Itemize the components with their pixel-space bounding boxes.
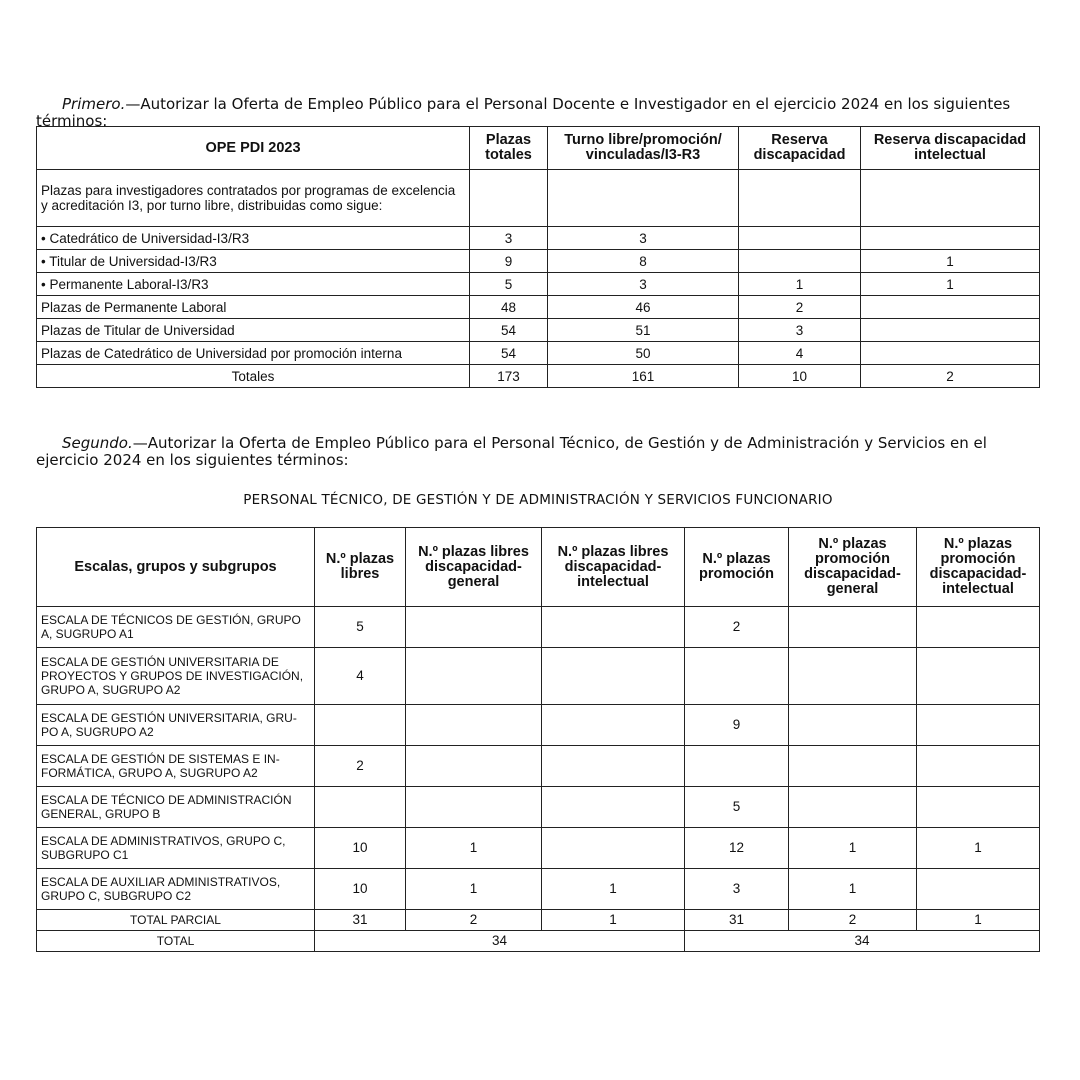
cell-value — [739, 170, 861, 227]
row-label: Plazas de Permanente Laboral — [37, 296, 470, 319]
cell-value: 51 — [548, 319, 739, 342]
cell-value: 3 — [470, 227, 548, 250]
table-title: PERSONAL TÉCNICO, DE GESTIÓN Y DE ADMINISTRACIÓN Y SERVICIOS FUNCIONARIO — [243, 492, 833, 508]
table-row — [37, 828, 1040, 869]
cell-value — [542, 607, 685, 648]
table-row — [37, 869, 1040, 910]
paragraph-text: —Autorizar la Oferta de Empleo Público para el Personal Técnico, de Gestión y de Administración y Servicios en el ejercicio 2024 en los siguientes términos: — [36, 434, 987, 469]
cell-value: 1 — [542, 869, 685, 910]
cell-value — [315, 705, 406, 746]
cell-value: 54 — [470, 319, 548, 342]
cell-value: 9 — [685, 705, 789, 746]
cell-value — [685, 648, 789, 705]
cell-value: 48 — [470, 296, 548, 319]
cell-value: 3 — [685, 869, 789, 910]
row-label: Plazas para investigadores contratados por programas de excelencia y acreditación I3, por turno libre, distribuidas como sigue: — [37, 170, 470, 227]
cell-value: 2 — [685, 607, 789, 648]
cell-value: 1 — [861, 273, 1040, 296]
cell-value — [542, 787, 685, 828]
table-ope-pdi — [36, 126, 1040, 388]
cell-value: 1 — [861, 250, 1040, 273]
paragraph-primero — [36, 96, 1040, 130]
table-row — [37, 273, 1040, 296]
cell-value — [739, 250, 861, 273]
cell-value — [406, 746, 542, 787]
table-row — [37, 705, 1040, 746]
cell-value — [470, 170, 548, 227]
cell-value — [917, 787, 1040, 828]
cell-value — [315, 787, 406, 828]
row-label: ESCALA DE TÉCNICO DE ADMINISTRACIÓN GENERAL, GRUPO B — [37, 787, 315, 828]
cell-value — [861, 170, 1040, 227]
row-label: ESCALA DE TÉCNICOS DE GESTIÓN, GRUPO A, SUGRUPO A1 — [37, 607, 315, 648]
cell-value: 31 — [685, 910, 789, 931]
cell-value — [406, 787, 542, 828]
cell-value — [789, 705, 917, 746]
cell-value — [789, 607, 917, 648]
table-total-row — [37, 931, 1040, 952]
cell-value — [917, 607, 1040, 648]
cell-value — [861, 319, 1040, 342]
total-promocion: 34 — [685, 931, 1040, 952]
table-header-cell: Escalas, grupos y subgrupos — [37, 528, 315, 607]
cell-value — [917, 705, 1040, 746]
cell-value — [789, 648, 917, 705]
cell-value — [861, 296, 1040, 319]
cell-value — [861, 342, 1040, 365]
cell-value — [406, 648, 542, 705]
cell-value: 2 — [861, 365, 1040, 388]
table-header-cell: N.º plazas libres discapacidad-general — [406, 528, 542, 607]
row-label: Plazas de Titular de Universidad — [37, 319, 470, 342]
table-row — [37, 250, 1040, 273]
row-label: Totales — [37, 365, 470, 388]
table-row — [37, 296, 1040, 319]
table-header-cell: N.º plazas promoción discapacidad-general — [789, 528, 917, 607]
table-header-cell: Plazas totales — [470, 127, 548, 170]
row-label: Plazas de Catedrático de Universidad por promoción interna — [37, 342, 470, 365]
table-total-row — [37, 365, 1040, 388]
cell-value: 3 — [739, 319, 861, 342]
cell-value — [542, 746, 685, 787]
table-row — [37, 746, 1040, 787]
cell-value: 5 — [685, 787, 789, 828]
row-label: • Permanente Laboral-I3/R3 — [37, 273, 470, 296]
row-label: ESCALA DE GESTIÓN UNIVERSITARIA DE PROYECTOS Y GRUPOS DE INVESTIGACIÓN, GRUPO A, SUGRUPO A2 — [37, 648, 315, 705]
table-header-cell: Turno libre/promoción/ vinculadas/I3-R3 — [548, 127, 739, 170]
cell-value: 2 — [739, 296, 861, 319]
cell-value: 1 — [789, 869, 917, 910]
cell-value — [685, 746, 789, 787]
cell-value — [917, 869, 1040, 910]
cell-value — [542, 648, 685, 705]
table-header-cell: N.º plazas libres discapacidad-intelectual — [542, 528, 685, 607]
paragraph-lead: Segundo. — [62, 434, 133, 452]
cell-value: 5 — [315, 607, 406, 648]
row-label: ESCALA DE GESTIÓN DE SISTEMAS E IN-FORMÁTICA, GRUPO A, SUGRUPO A2 — [37, 746, 315, 787]
cell-value: 10 — [739, 365, 861, 388]
table-ptgas — [36, 527, 1040, 952]
cell-value — [917, 648, 1040, 705]
cell-value — [789, 787, 917, 828]
cell-value: 5 — [470, 273, 548, 296]
paragraph-lead: Primero. — [62, 95, 126, 113]
row-label: • Titular de Universidad-I3/R3 — [37, 250, 470, 273]
cell-value — [406, 607, 542, 648]
table-header-row — [37, 528, 1040, 607]
cell-value — [739, 227, 861, 250]
cell-value — [861, 227, 1040, 250]
cell-value: 2 — [406, 910, 542, 931]
cell-value: 2 — [789, 910, 917, 931]
cell-value: 2 — [315, 746, 406, 787]
row-label: ESCALA DE AUXILIAR ADMINISTRATIVOS, GRUPO C, SUBGRUPO C2 — [37, 869, 315, 910]
table-header-cell: OPE PDI 2023 — [37, 127, 470, 170]
cell-value: 161 — [548, 365, 739, 388]
cell-value: 8 — [548, 250, 739, 273]
cell-value: 31 — [315, 910, 406, 931]
cell-value: 10 — [315, 869, 406, 910]
table-header-row — [37, 127, 1040, 170]
cell-value: 12 — [685, 828, 789, 869]
cell-value: 1 — [406, 828, 542, 869]
cell-value: 4 — [315, 648, 406, 705]
cell-value: 1 — [739, 273, 861, 296]
table-header-cell: N.º plazas promoción — [685, 528, 789, 607]
row-label: ESCALA DE ADMINISTRATIVOS, GRUPO C, SUBGRUPO C1 — [37, 828, 315, 869]
table-subtotal-row — [37, 910, 1040, 931]
cell-value: 54 — [470, 342, 548, 365]
cell-value — [917, 746, 1040, 787]
row-label: TOTAL — [37, 931, 315, 952]
cell-value: 3 — [548, 273, 739, 296]
table-header-cell: Reserva discapacidad intelectual — [861, 127, 1040, 170]
row-label: ESCALA DE GESTIÓN UNIVERSITARIA, GRU-PO A, SUGRUPO A2 — [37, 705, 315, 746]
row-label: • Catedrático de Universidad-I3/R3 — [37, 227, 470, 250]
cell-value: 1 — [406, 869, 542, 910]
cell-value: 1 — [917, 910, 1040, 931]
cell-value: 1 — [789, 828, 917, 869]
cell-value: 1 — [542, 910, 685, 931]
cell-value: 46 — [548, 296, 739, 319]
cell-value: 9 — [470, 250, 548, 273]
table-row — [37, 648, 1040, 705]
cell-value: 1 — [917, 828, 1040, 869]
cell-value: 10 — [315, 828, 406, 869]
cell-value: 173 — [470, 365, 548, 388]
cell-value — [542, 705, 685, 746]
paragraph-segundo — [36, 435, 1040, 469]
table-row — [37, 342, 1040, 365]
table-row — [37, 787, 1040, 828]
table-row — [37, 319, 1040, 342]
table-row — [37, 607, 1040, 648]
table-header-cell: Reserva discapacidad — [739, 127, 861, 170]
cell-value — [406, 705, 542, 746]
table-row — [37, 170, 1040, 227]
cell-value: 4 — [739, 342, 861, 365]
cell-value: 50 — [548, 342, 739, 365]
table-header-cell: N.º plazas promoción discapacidad-intelectual — [917, 528, 1040, 607]
paragraph-text: —Autorizar la Oferta de Empleo Público para el Personal Docente e Investigador en el ejercicio 2024 en los siguientes términos: — [36, 95, 1011, 130]
table-header-cell: N.º plazas libres — [315, 528, 406, 607]
cell-value — [548, 170, 739, 227]
cell-value — [542, 828, 685, 869]
total-libres: 34 — [315, 931, 685, 952]
row-label: TOTAL PARCIAL — [37, 910, 315, 931]
table-row — [37, 227, 1040, 250]
cell-value: 3 — [548, 227, 739, 250]
cell-value — [789, 746, 917, 787]
